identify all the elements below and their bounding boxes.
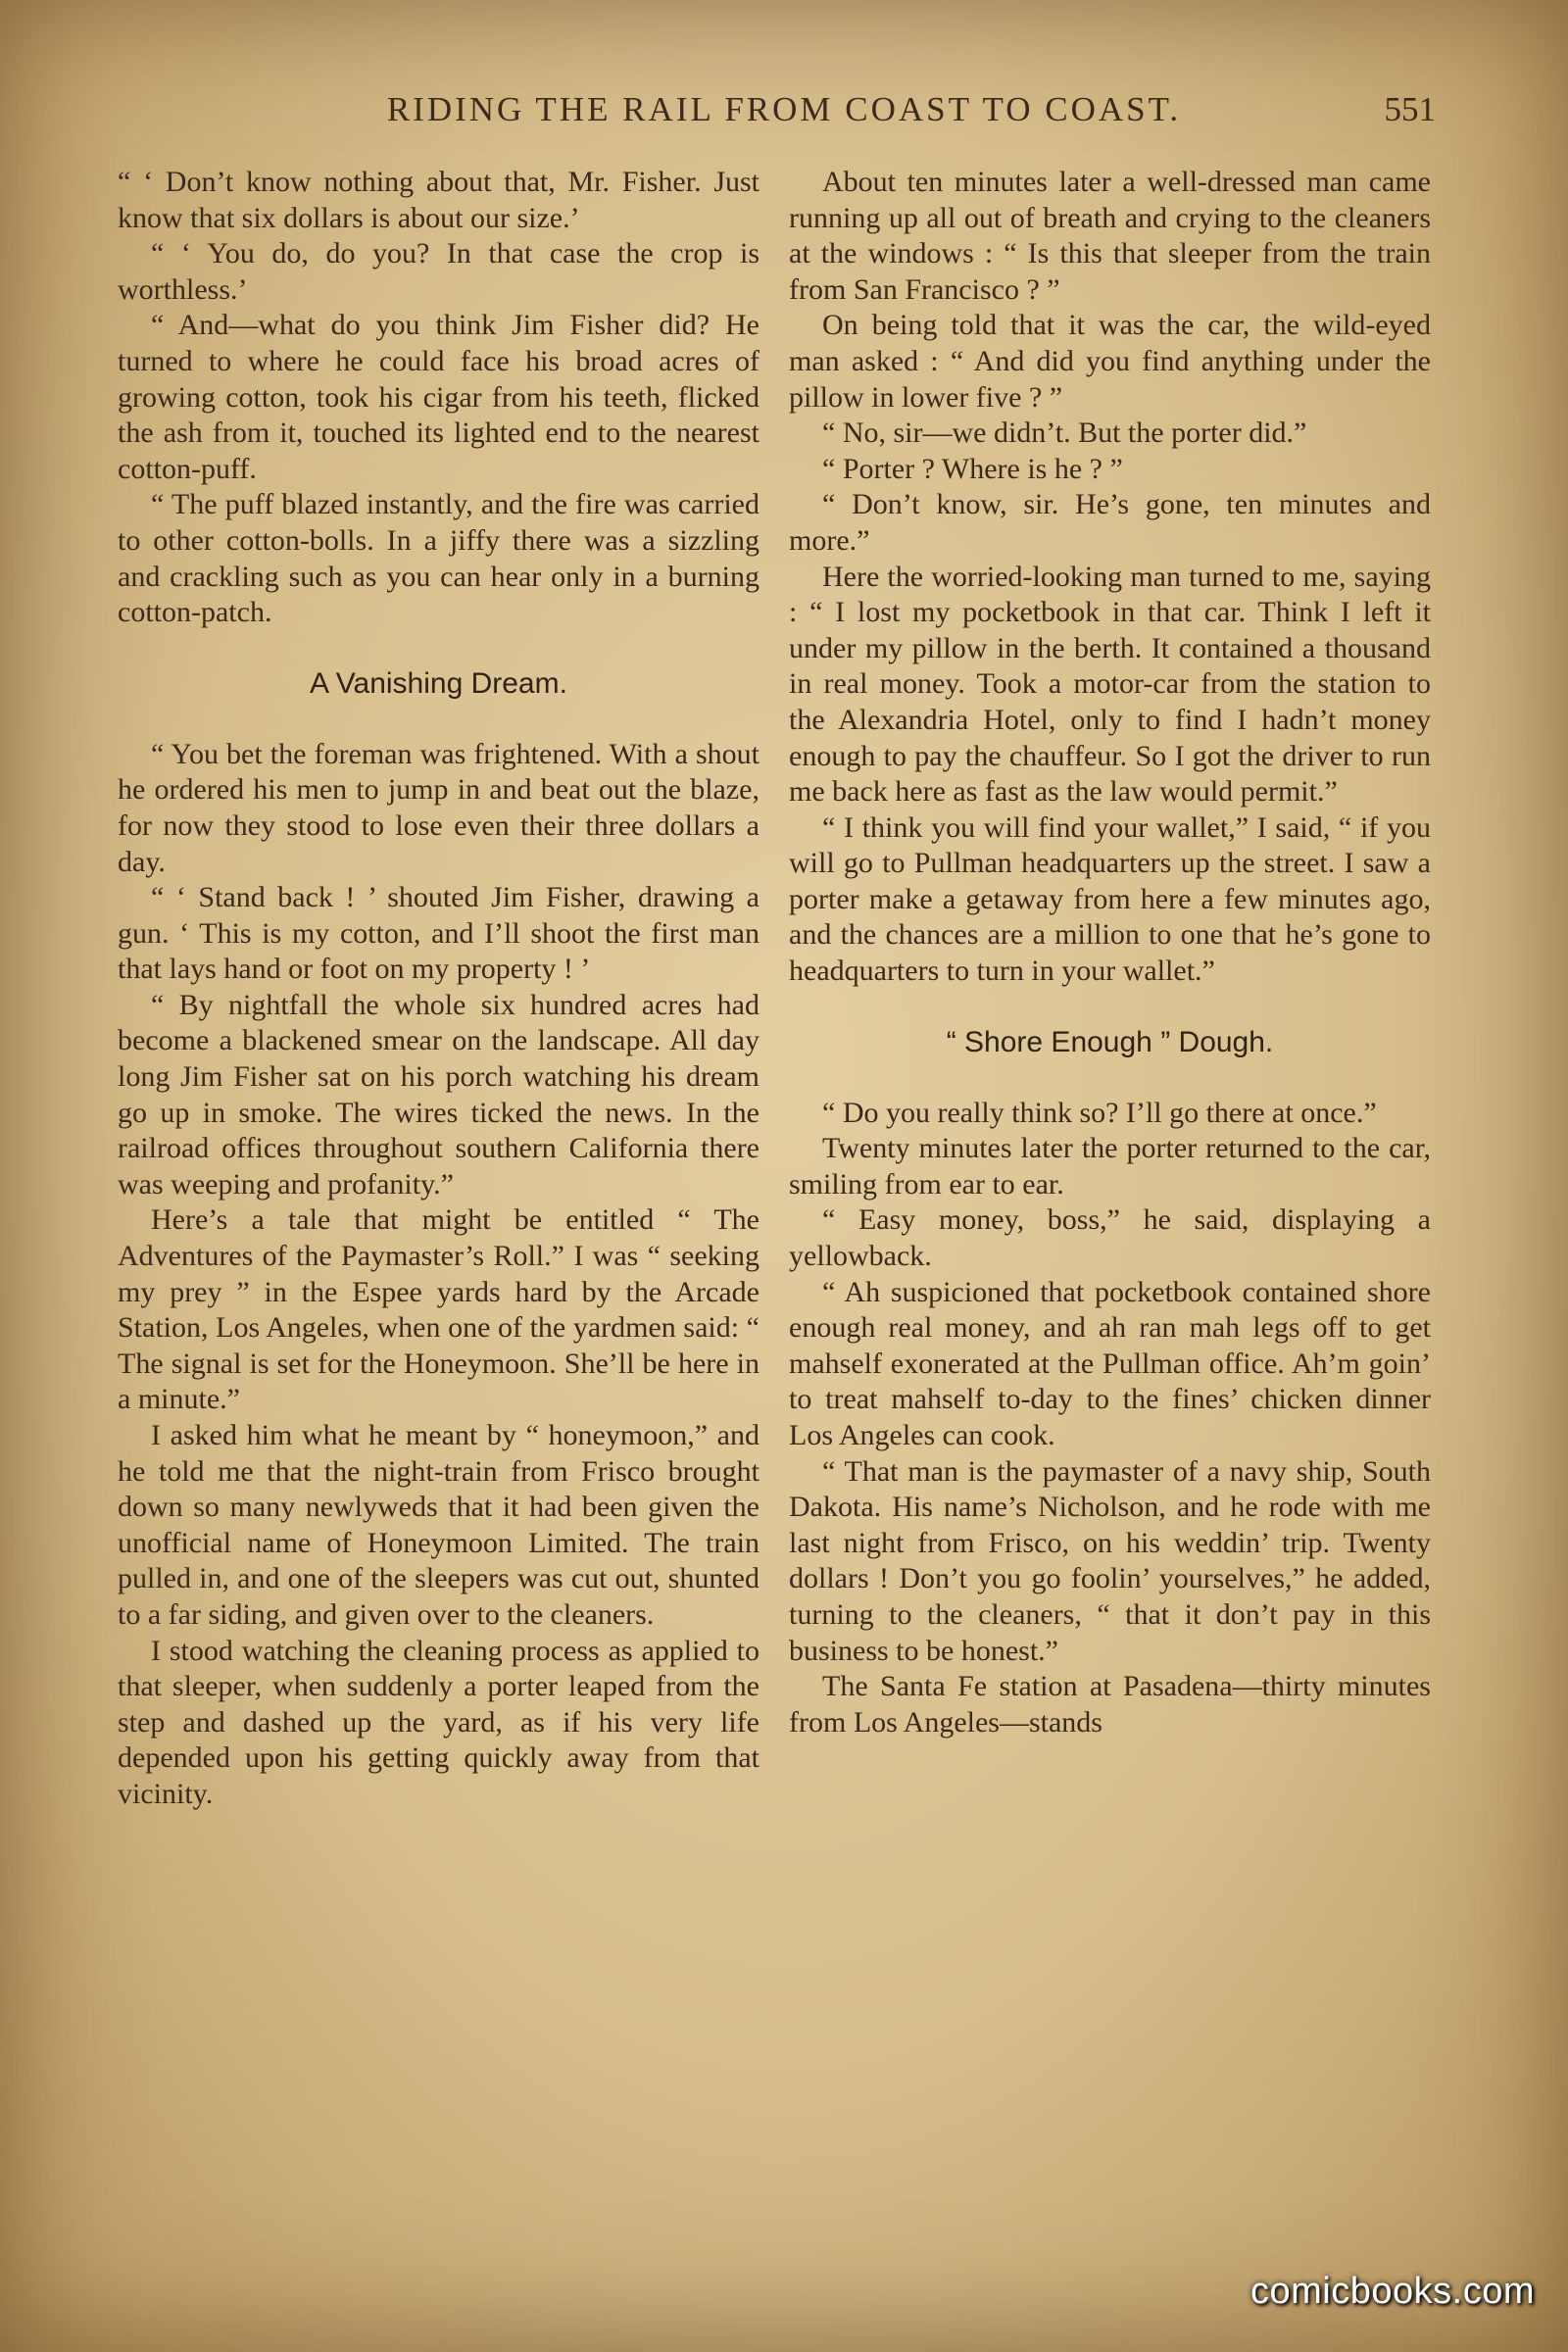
paragraph: “ You bet the foreman was frightened. With a shout he ordered his men to jump in and beat out the blaze, for now they stood to lose even their three dollars a day. xyxy=(118,737,760,878)
paragraph: “ ‘ Stand back ! ’ shouted Jim Fisher, drawing a gun. ‘ This is my cotton, and I’ll shoot the first man that lays hand or foot on my property ! ’ xyxy=(118,881,760,986)
watermark: comicbooks.com xyxy=(1250,2271,1535,2312)
paragraph: I asked him what he meant by “ honeymoon,” and he told me that the night-train from Frisco brought down so many newlyweds that it had been given the unofficial name of Honeymoon Limited. The train pulled in, and one of the sleepers was cut out, shunted to a far siding, and given over to the cleaners. xyxy=(118,1419,760,1631)
paragraph: “ Porter ? Where is he ? ” xyxy=(822,452,1123,485)
paragraph: “ ‘ You do, do you? In that case the crop is worthless.’ xyxy=(118,237,760,306)
paragraph: Twenty minutes later the porter returned to the car, smiling from ear to ear. xyxy=(789,1132,1431,1200)
paragraph: “ Easy money, boss,” he said, displaying a yellowback. xyxy=(789,1203,1431,1273)
paragraph: “ No, sir—we didn’t. But the porter did.” xyxy=(822,416,1307,450)
paragraph: The Santa Fe station at Pasadena—thirty minutes from Los Angeles—stands xyxy=(789,1670,1431,1739)
paragraph: “ Ah suspicioned that pocketbook contained shore enough real money, and ah ran mah legs off to get mahself exonerated at the Pullman office. Ah’m goin’ to treat mahself to-day to the fines’ chicken dinner Los Angeles can cook. xyxy=(789,1275,1431,1451)
paragraph: “ I think you will find your wallet,” I said, “ if you will go to Pullman headquarters up the street. I saw a porter make a getaway from here a few minutes ago, and the chances are a million to one that he’s gone to headquarters to turn in your wallet.” xyxy=(789,810,1431,988)
paragraph: About ten minutes later a well-dressed man came running up all out of breath and crying to the cleaners at the windows : “ Is this that sleeper from the train from San Francisco ? ” xyxy=(789,166,1431,306)
page-header xyxy=(0,90,1568,141)
paragraph: “ And—what do you think Jim Fisher did? He turned to where he could face his broad acres of growing cotton, took his cigar from his teeth, flicked the ash from it, touched its lighted end to the nearest cotton-puff. xyxy=(118,309,760,485)
right-column xyxy=(789,165,1431,1740)
paragraph: I stood watching the cleaning process as applied to that sleeper, when suddenly a porter leaped from the step and dashed up the yard, as if his very life depended upon his getting quickly away from that vicinity. xyxy=(118,1634,760,1810)
paragraph: Here’s a tale that might be entitled “ The Adventures of the Paymaster’s Roll.” I was “ seeking my prey ” in the Espee yards hard by the Arcade Station, Los Angeles, when one of the yardmen said: “ The signal is set for the Honeymoon. She’ll be here in a minute.” xyxy=(118,1203,760,1416)
paragraph: Here the worried-looking man turned to me, saying : “ I lost my pocketbook in that car. Think I left it under my pillow in the berth. It contained a thousand in real money. Took a motor-car from the station to the Alexandria Hotel, only to find I hadn’t money enough to pay the chauffeur. So I got the driver to run me back here as fast as the law would permit.” xyxy=(789,560,1431,808)
left-column xyxy=(118,165,760,1813)
page-number: 551 xyxy=(1384,90,1436,128)
section-heading: A Vanishing Dream. xyxy=(310,666,567,700)
paragraph: “ Do you really think so? I’ll go there at once.” xyxy=(822,1096,1377,1129)
section-heading: “ Shore Enough ” Dough. xyxy=(946,1025,1274,1058)
paragraph: “ The puff blazed instantly, and the fire was carried to other cotton-bolls. In a jiffy there was a sizzling and crackling such as you can hear only in a burning cotton-patch. xyxy=(118,488,760,629)
paragraph: “ By nightfall the whole six hundred acres had become a blackened smear on the landscape. All day long Jim Fisher sat on his porch watching his dream go up in smoke. The wires ticked the news. In the railroad offices throughout southern California there was weeping and profanity.” xyxy=(118,988,760,1200)
paragraph: On being told that it was the car, the wild-eyed man asked : “ And did you find anything under the pillow in lower five ? ” xyxy=(789,309,1431,414)
running-title: RIDING THE RAIL FROM COAST TO COAST. xyxy=(386,90,1182,128)
paragraph: “ That man is the paymaster of a navy ship, South Dakota. His name’s Nicholson, and he rode with me last night from Frisco, on his weddin’ trip. Twenty dollars ! Don’t you go foolin’ yourselves,” he added, turning to the cleaners, “ that it don’t pay in this business to be honest.” xyxy=(789,1454,1431,1667)
paragraph: “ Don’t know, sir. He’s gone, ten minutes and more.” xyxy=(789,488,1431,557)
paragraph: “ ‘ Don’t know nothing about that, Mr. Fisher. Just know that six dollars is about our size.’ xyxy=(118,166,760,234)
